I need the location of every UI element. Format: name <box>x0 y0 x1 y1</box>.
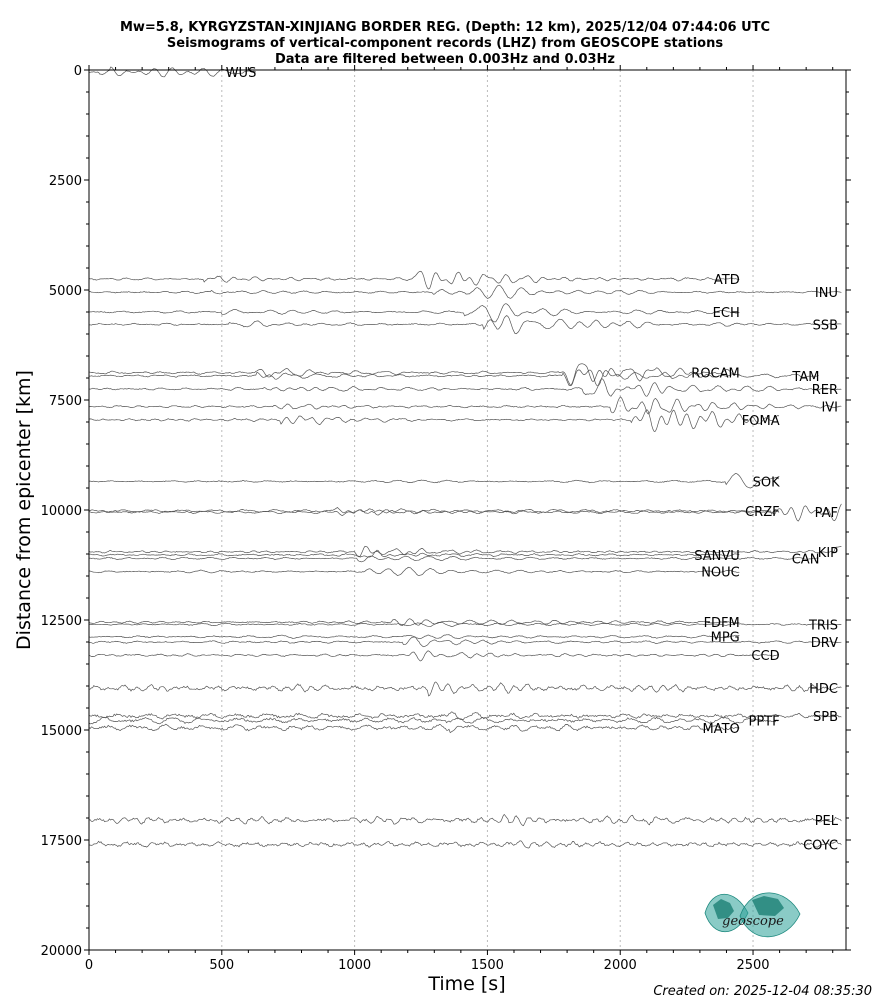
trace-ccd <box>89 651 779 661</box>
station-label-inu: INU <box>814 286 838 302</box>
station-label-kip: KIP <box>817 545 838 561</box>
station-label-crzf: CRZF <box>745 504 780 520</box>
title-line-3: Data are filtered between 0.003Hz and 0.03Hz <box>274 52 616 67</box>
station-label-can: CAN <box>791 552 820 568</box>
x-tick-label: 500 <box>209 958 235 973</box>
title-line-1: Mw=5.8, KYRGYZSTAN-XINJIANG BORDER REG. (Depth: 12 km), 2025/12/04 07:44:06 UTC <box>119 20 771 35</box>
trace-rocam <box>89 364 739 385</box>
station-label-ivi: IVI <box>821 400 838 416</box>
station-label-rer: RER <box>811 383 838 398</box>
station-label-tris: TRIS <box>808 618 838 634</box>
y-tick-label: 12500 <box>40 614 82 629</box>
station-label-pptf: PPTF <box>748 714 780 730</box>
trace-hdc <box>89 682 841 696</box>
station-label-mato: MATO <box>702 721 740 737</box>
trace-pptf <box>89 717 779 724</box>
x-tick-label: 1000 <box>338 958 372 973</box>
x-axis-label: Time [s] <box>428 973 506 995</box>
station-label-spb: SPB <box>812 709 838 725</box>
created-timestamp: Created on: 2025-12-04 08:35:30 <box>653 984 872 999</box>
x-tick-label: 2000 <box>603 958 637 973</box>
station-label-tam: TAM <box>792 369 820 385</box>
axis-ticks <box>41 64 851 973</box>
station-label-drv: DRV <box>810 636 838 651</box>
grid-lines <box>222 70 753 950</box>
station-labels <box>226 66 839 853</box>
y-tick-label: 15000 <box>40 724 82 739</box>
y-tick-label: 20000 <box>40 944 82 959</box>
trace-foma <box>89 410 779 432</box>
station-label-coyc: COYC <box>803 838 838 854</box>
y-tick-label: 0 <box>73 64 82 79</box>
trace-atd <box>89 271 739 289</box>
y-tick-label: 5000 <box>48 284 82 299</box>
y-tick-label: 2500 <box>48 174 82 189</box>
x-tick-label: 1500 <box>470 958 504 973</box>
station-label-paf: PAF <box>814 506 838 522</box>
y-tick-label: 17500 <box>40 834 82 849</box>
station-label-ccd: CCD <box>751 649 780 665</box>
x-tick-label: 2500 <box>736 958 770 973</box>
trace-ech <box>89 304 739 322</box>
station-label-ech: ECH <box>712 306 740 321</box>
station-label-rocam: ROCAM <box>691 366 740 382</box>
station-label-hdc: HDC <box>809 682 838 698</box>
station-label-nouc: NOUC <box>701 565 740 581</box>
station-label-foma: FOMA <box>741 413 780 429</box>
station-label-wus: WUS <box>225 66 257 82</box>
y-axis-label: Distance from epicenter [km] <box>13 370 35 650</box>
trace-ivi <box>89 397 841 414</box>
station-label-fdfm: FDFM <box>703 616 740 632</box>
trace-sok <box>89 473 780 491</box>
y-tick-label: 7500 <box>48 394 82 409</box>
trace-coyc <box>89 841 841 848</box>
trace-nouc <box>89 567 739 575</box>
station-label-pel: PEL <box>814 814 838 830</box>
trace-mato <box>89 724 739 732</box>
logo-wordmark: geoscope <box>722 914 784 929</box>
station-label-sanvu: SANVU <box>694 548 740 564</box>
station-label-ssb: SSB <box>812 318 838 334</box>
chart-title <box>120 20 770 67</box>
station-label-mpg: MPG <box>710 630 740 646</box>
x-tick-label: 0 <box>84 958 94 973</box>
title-line-2: Seismograms of vertical-component records (LHZ) from GEOSCOPE stations <box>166 36 724 51</box>
station-label-atd: ATD <box>713 273 740 288</box>
trace-pel <box>89 814 841 825</box>
trace-paf <box>89 504 841 521</box>
y-tick-label: 10000 <box>40 504 82 519</box>
station-label-sok: SOK <box>752 475 780 491</box>
geoscope-logo <box>705 893 800 937</box>
